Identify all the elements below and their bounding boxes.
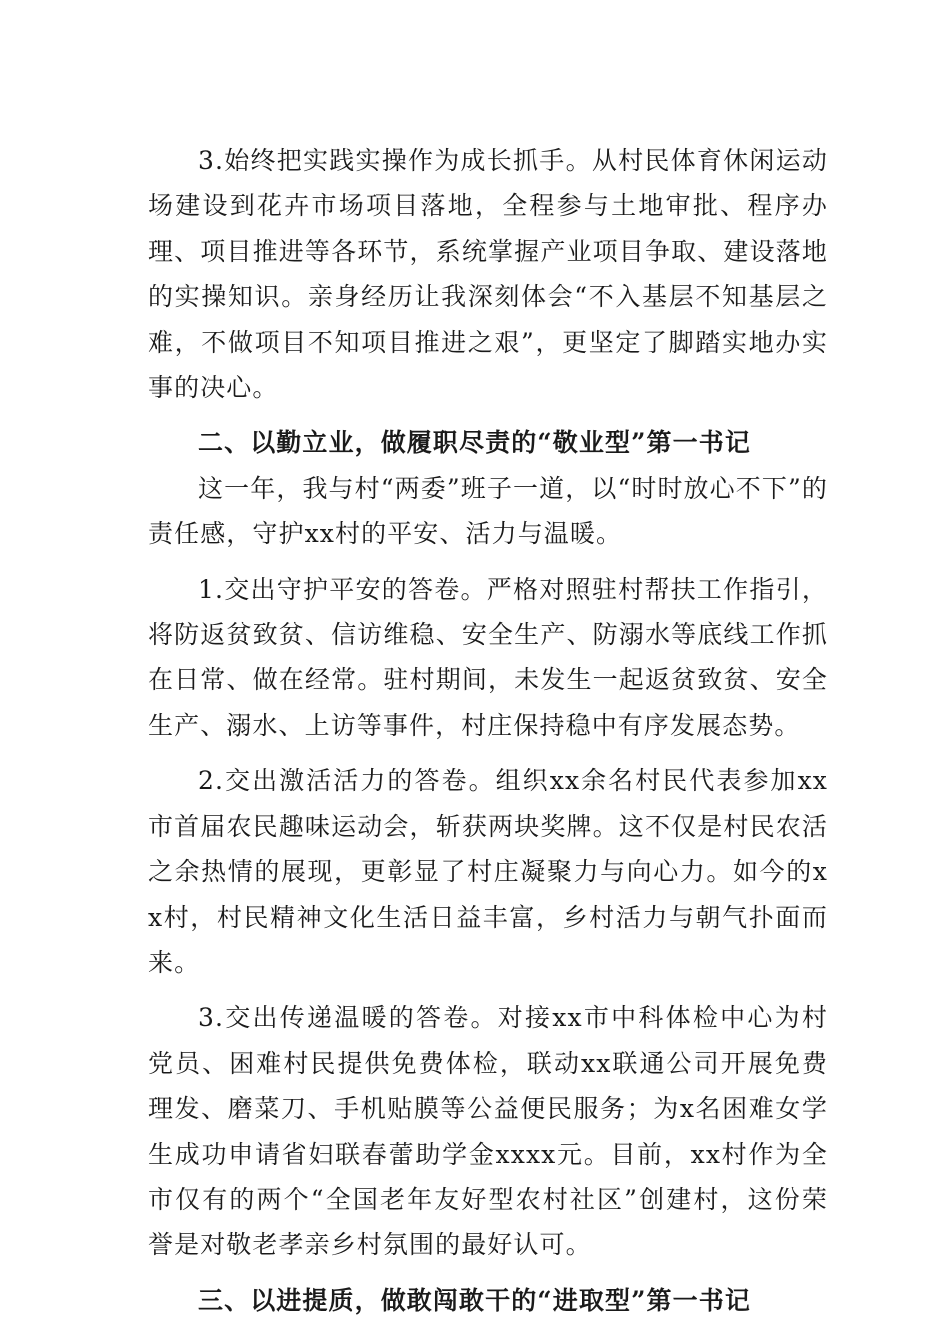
paragraph-practice: 3.始终把实践实操作为成长抓手。从村民体育休闲运动场建设到花卉市场项目落地，全程参与土地审批、程序办理、项目推进等各环节，系统掌握产业项目争取、建设落地的实操知识。亲身经历让我深刻体会“不入基层不知基层之难，不做项目不知项目推进之艰”，更坚定了脚踏实地办实事的决心。 (148, 146, 828, 403)
paragraph-vitality: 2.交出激活活力的答卷。组织xx余名村民代表参加xx市首届农民趣味运动会，斩获两块奖牌。这不仅是村民农活之余热情的展现，更彰显了村庄凝聚力与向心力。如今的xx村，村民精神文化生活日益丰富，乡村活力与朝气扑面而来。 (148, 766, 828, 977)
spacer (148, 557, 828, 567)
paragraph-intro: 这一年，我与村“两委”班子一道，以“时时放心不下”的责任感，守护xx村的平安、活力与温暖。 (148, 473, 828, 549)
spacer (148, 1268, 828, 1278)
section-heading-3: 三、以进提质，做敢闯敢干的“进取型”第一书记 (198, 1285, 751, 1315)
document-body (148, 138, 828, 1323)
paragraph-warmth: 3.交出传递温暖的答卷。对接xx市中科体检中心为村党员、困难村民提供免费体检，联动xx联通公司开展免费理发、磨菜刀、手机贴膜等公益便民服务；为x名困难女学生成功申请省妇联春蕾助学金xxxx元。目前，xx村作为全市仅有的两个“全国老年友好型农村社区”创建村，这份荣誉是对敬老孝亲乡村氛围的最好认可。 (148, 1003, 828, 1260)
paragraph-safety: 1.交出守护平安的答卷。严格对照驻村帮扶工作指引，将防返贫致贫、信访维稳、安全生产、防溺水等底线工作抓在日常、做在经常。驻村期间，未发生一起返贫致贫、安全生产、溺水、上访等事件，村庄保持稳中有序发展态势。 (148, 574, 828, 740)
spacer (148, 985, 828, 995)
spacer (148, 748, 828, 758)
section-heading-2: 二、以勤立业，做履职尽责的“敬业型”第一书记 (198, 428, 751, 458)
spacer (148, 410, 828, 420)
